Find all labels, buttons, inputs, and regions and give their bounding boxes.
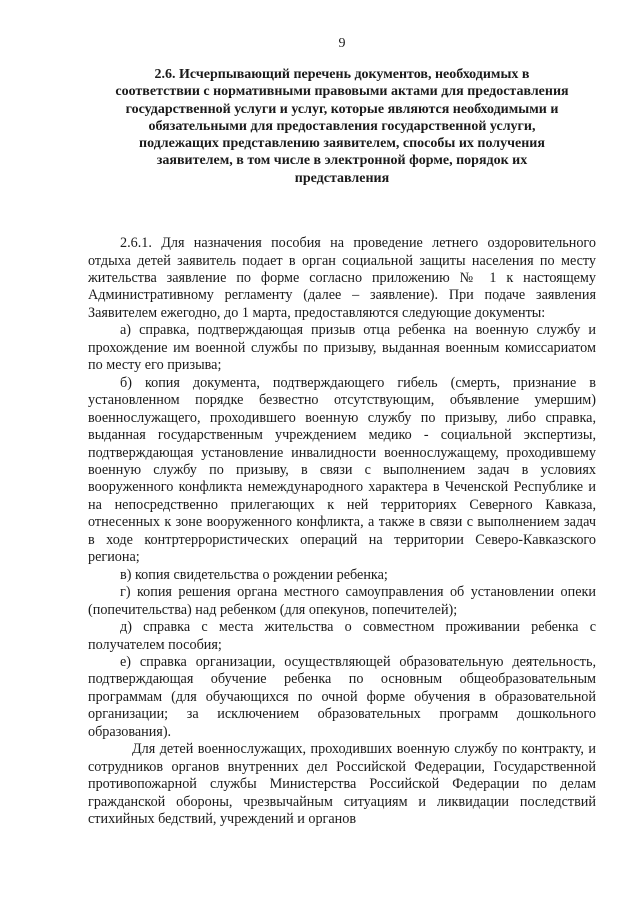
list-item-d: д) справка с места жительства о совместном проживании ребенка с получателем пособия; bbox=[88, 619, 596, 653]
section-title bbox=[88, 66, 596, 187]
list-item-a: а) справка, подтверждающая призыв отца ребенка на военную службу и прохождение им военной службы по призыву, выданная военным комиссариатом по месту его призыва; bbox=[88, 322, 596, 374]
page-number: 9 bbox=[338, 36, 346, 51]
section-title-line: обязательными для предоставления государственной услуги, bbox=[148, 118, 536, 134]
paragraph-military-children: Для детей военнослужащих, проходивших военную службу по контракту, и сотрудников органов внутренних дел Российской Федерации, Государственной противопожарной службы Министерства Российской Федерации по делам гражданской обороны, чрезвычайным ситуациям и ликвидации последствий стихийных бедствий, учреждений и органов bbox=[88, 741, 596, 828]
section-title-line: 2.6. Исчерпывающий перечень документов, необходимых в bbox=[154, 67, 530, 82]
list-item-e: е) справка организации, осуществляющей образовательную деятельность, подтверждающая обучение ребенка по основным общеобразовательным программам (для обучающихся по очной форме обучения в образовательной организации; за исключением образовательных программ дошкольного образования). bbox=[88, 653, 596, 740]
section-title-line: подлежащих представлению заявителем, способы их получения bbox=[139, 136, 545, 152]
section-title-line: государственной услуги и услуг, которые являются необходимыми и bbox=[125, 101, 559, 117]
section-title-line: представления bbox=[294, 170, 390, 186]
section-title-line: соответствии с нормативными правовыми актами для предоставления bbox=[115, 84, 569, 100]
list-item-g: г) копия решения органа местного самоуправления об установлении опеки (попечительства) над ребенком (для опекунов, попечителей); bbox=[88, 584, 596, 618]
list-item-b: б) копия документа, подтверждающего гибель (смерть, признание в установленном порядке безвестно отсутствующим, объявление умершим) военнослужащего, проходившего военную службу по призыву, либо справка, выданная государственным учреждением медико - социальной экспертизы, подтверждающая установление инвалидности военнослужащему, проходившему военную службу по призыву, в связи с выполнением задач в условиях вооруженного конфликта немеждународного характера в Чеченской Республике и на непосредственно прилегающих к ней территориях Северного Кавказа, отнесенных к зоне вооруженного конфликта, а также в связи с выполнением задач в ходе контртеррористических операций на территории Северо-Кавказского региона; bbox=[88, 374, 596, 566]
paragraph-2-6-1: 2.6.1. Для назначения пособия на проведение летнего оздоровительного отдыха детей заявитель подает в орган социальной защиты населения по месту жительства заявление по форме согласно приложению № 1 к настоящему Административному регламенту (далее – заявление). При подаче заявления Заявителем ежегодно, до 1 марта, предоставляются следующие документы: bbox=[88, 235, 596, 321]
list-item-v: в) копия свидетельства о рождении ребенка; bbox=[120, 566, 388, 583]
document-body bbox=[88, 235, 596, 828]
section-title-line: заявителем, в том числе в электронной форме, порядок их bbox=[156, 153, 528, 169]
